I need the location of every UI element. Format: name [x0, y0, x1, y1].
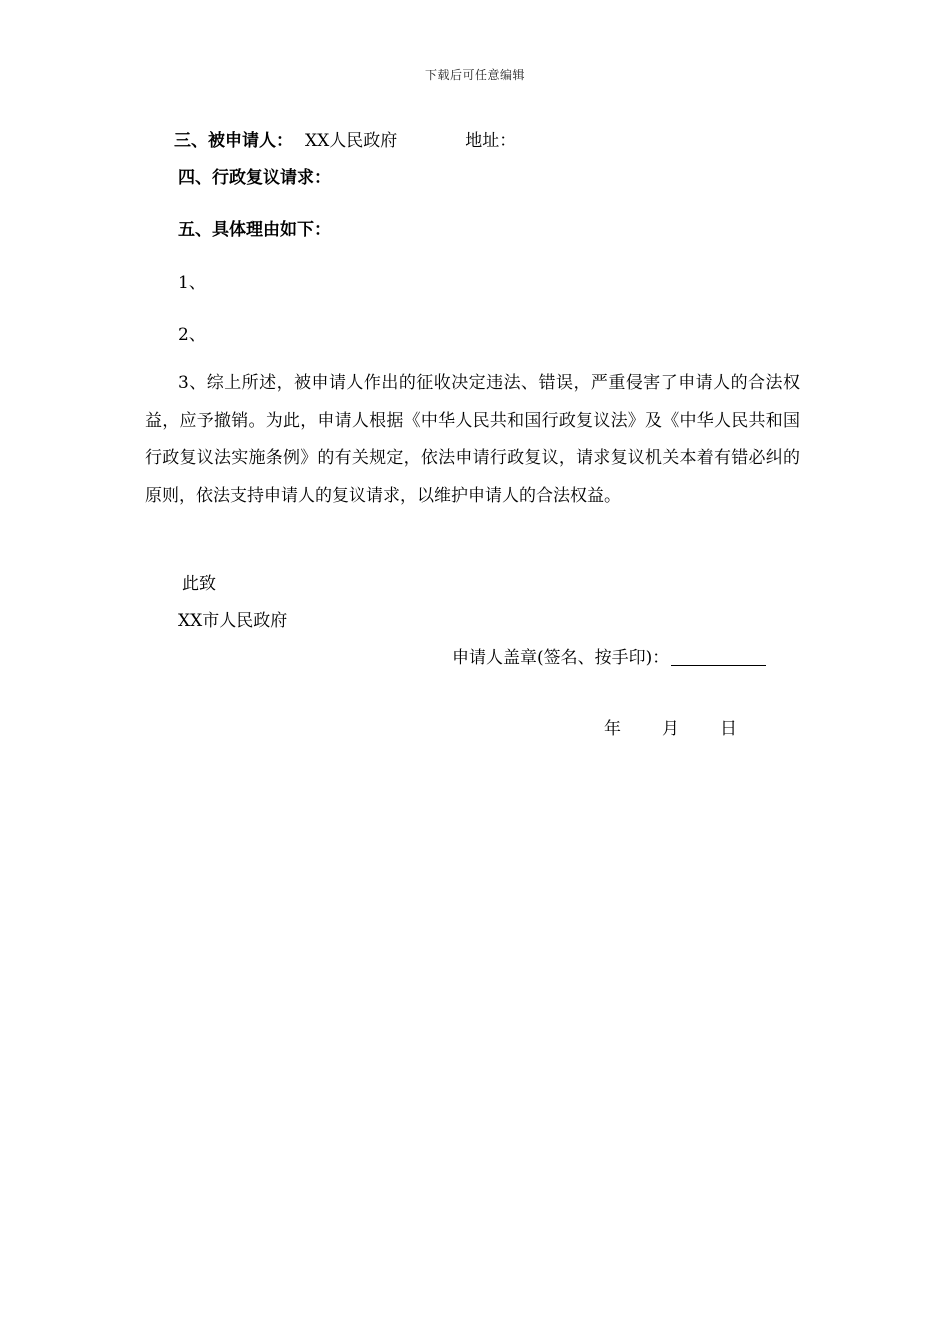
section-respondent	[174, 126, 516, 151]
section-reasons-heading: 五、具体理由如下：	[178, 220, 331, 240]
respondent-name: XX人民政府	[305, 131, 398, 151]
signature-label: 申请人盖章(签名、按手印)：	[452, 648, 670, 668]
reason-item-3-paragraph: 3、综上所述，被申请人作出的征收决定违法、错误，严重侵害了申请人的合法权益，应予撤销。为此，申请人根据《中华人民共和国行政复议法》及《中华人民共和国行政复议法实施条例》的有关规定，依法申请行政复议，请求复议机关本着有错必纠的原则，依法支持申请人的复议请求，以维护申请人的合法权益。	[145, 373, 800, 506]
closing-salutation: 此致	[182, 574, 216, 594]
date-month: 月	[662, 719, 679, 739]
page-header: 下载后可任意编辑	[424, 68, 525, 82]
date-day: 日	[720, 719, 737, 739]
respondent-label: 三、被申请人：	[174, 131, 293, 151]
signature-blank	[671, 648, 766, 666]
closing-recipient: XX市人民政府	[178, 611, 288, 631]
reason-item-2: 2、	[178, 325, 206, 345]
signature-line	[452, 643, 766, 668]
address-label: 地址：	[465, 131, 517, 151]
reason-item-1: 1、	[178, 273, 206, 293]
date-year: 年	[604, 719, 621, 739]
section-request-heading: 四、行政复议请求：	[178, 168, 331, 188]
